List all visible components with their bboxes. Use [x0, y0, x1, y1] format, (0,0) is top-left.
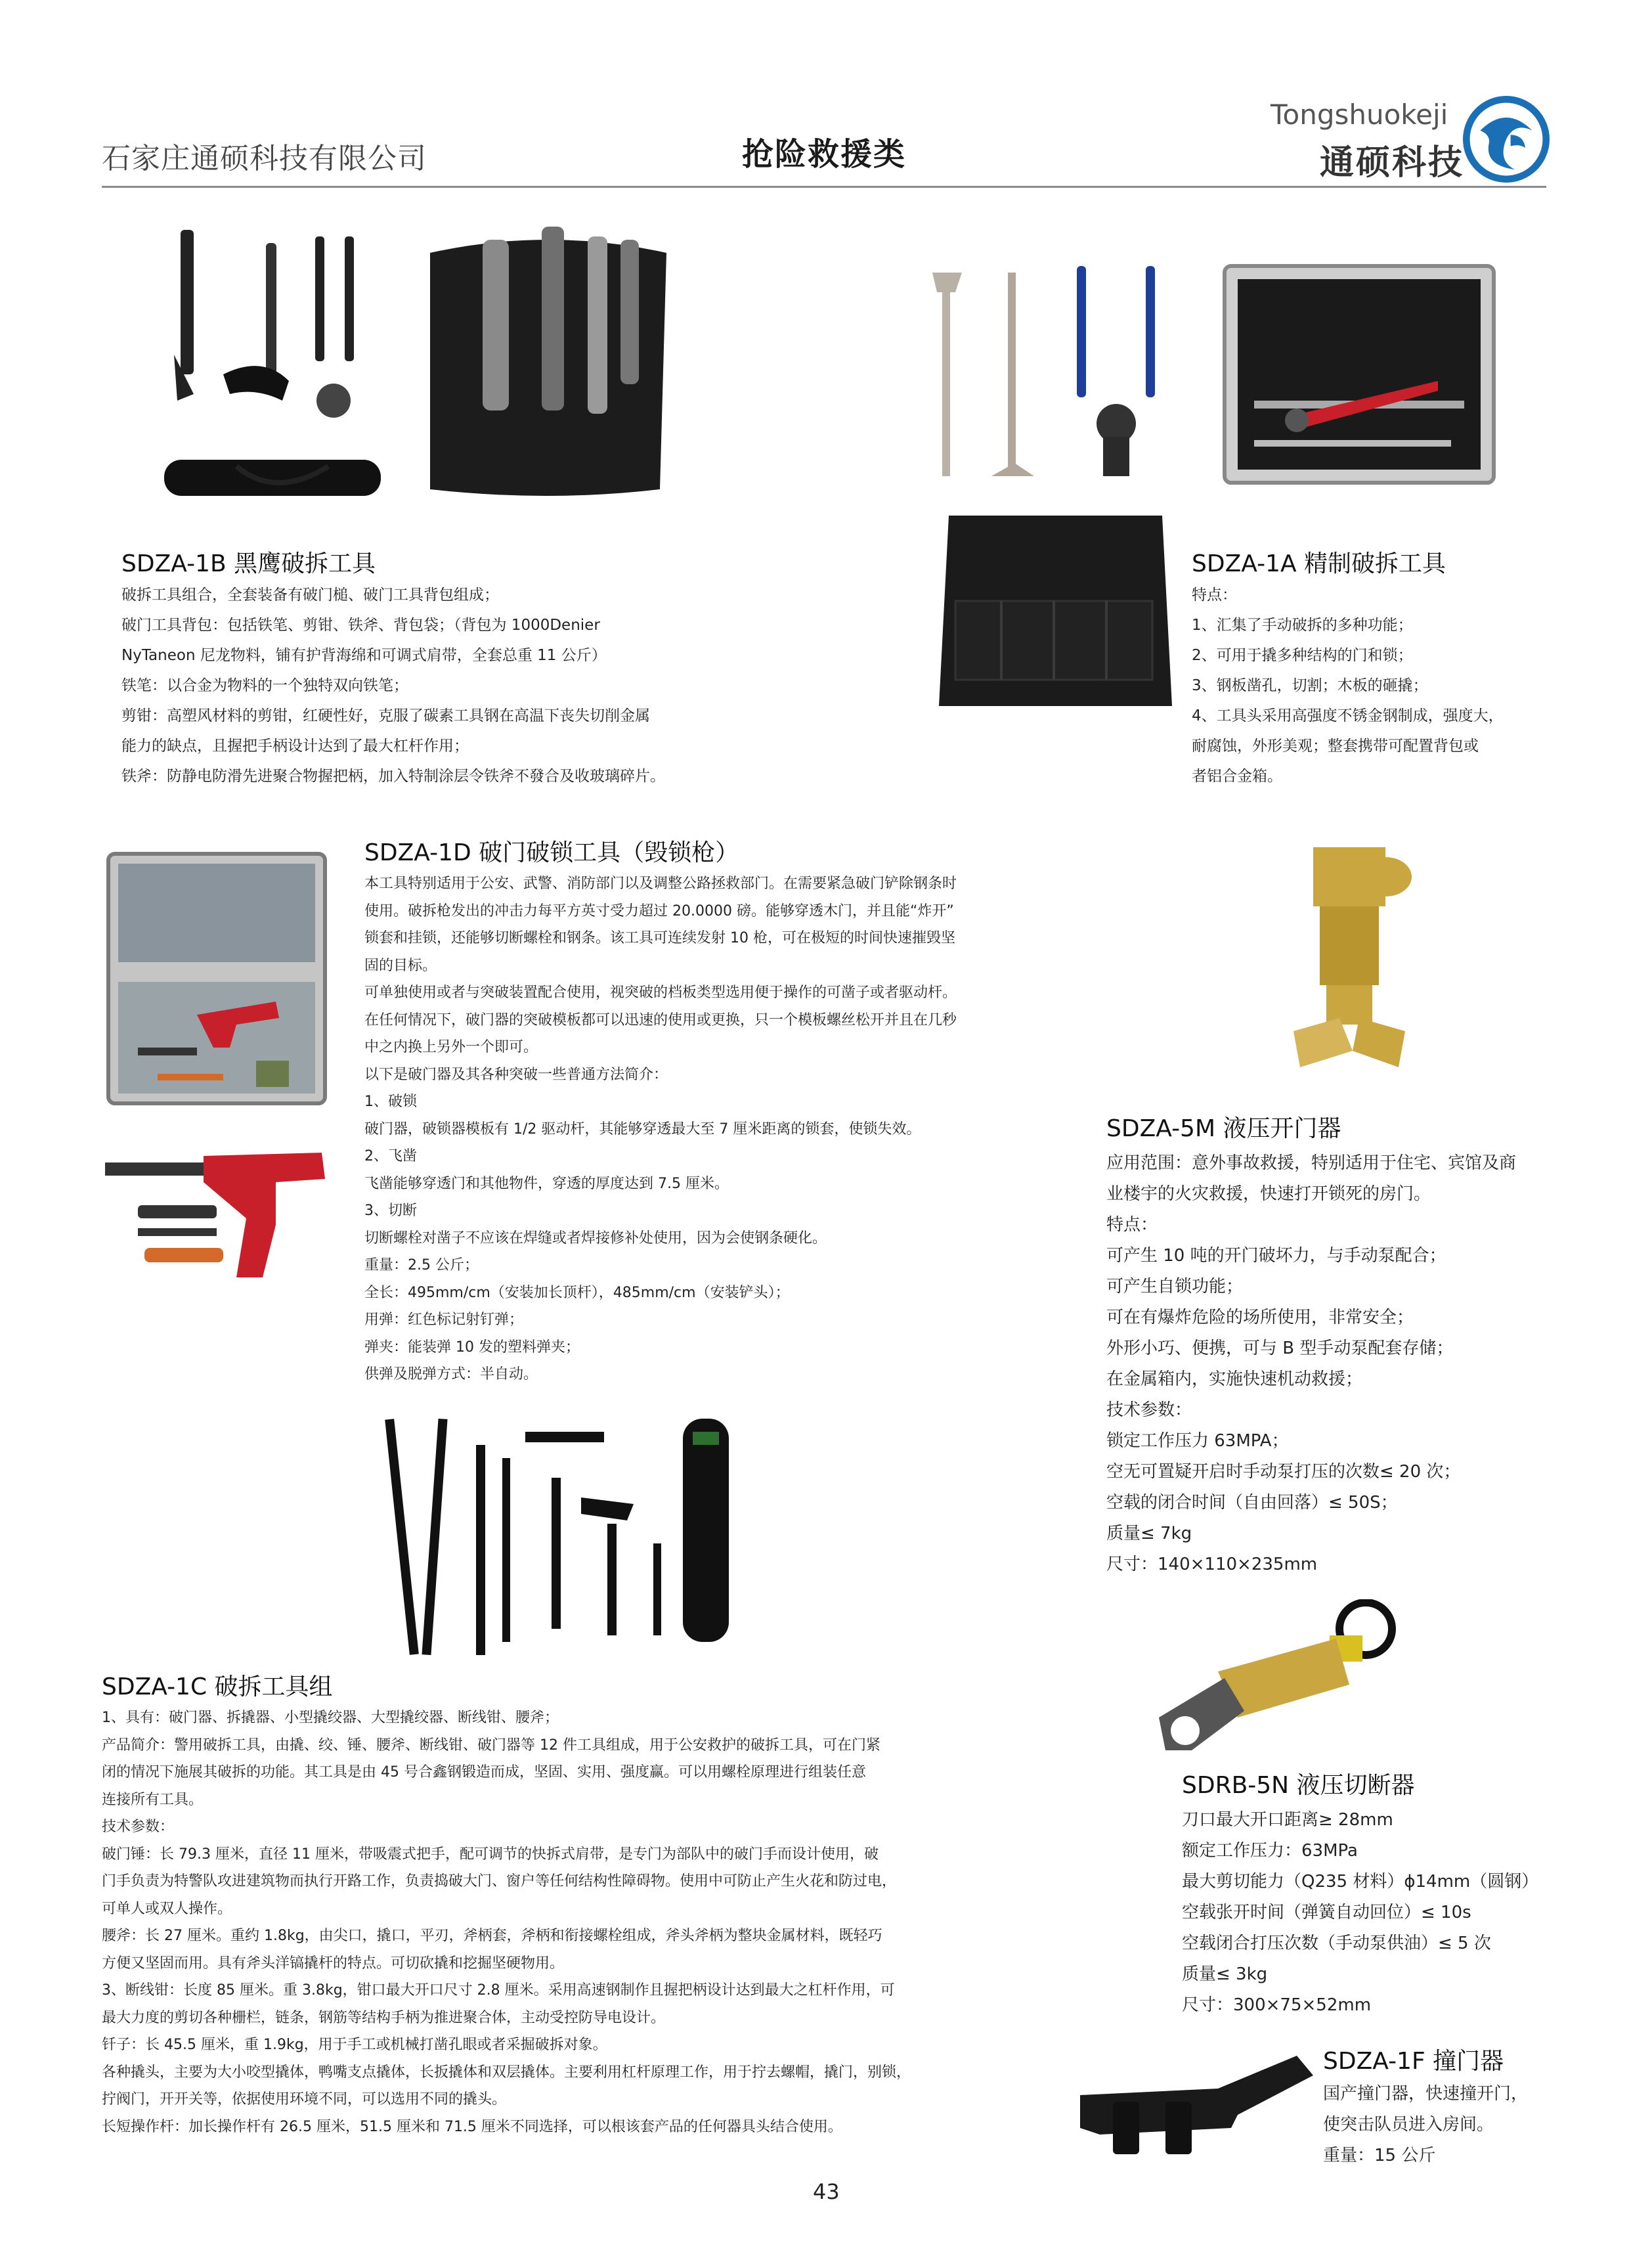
text-line: 各种撬头，主要为大小咬型撬体，鸭嘴支点撬体，长扳撬体和双层撬体。主要利用杠杆原理工作，用于拧去螺帽，撬门，别锁，: [102, 2064, 911, 2081]
text-line: 技术参数：: [102, 1819, 175, 1835]
text-line: 中之内换上另外一个即可。: [364, 1039, 538, 1055]
section-body-sdza-1f: [1323, 2079, 1528, 2171]
section-title-sdrb-5n: SDRB-5N 液压切断器: [1182, 1772, 1415, 1799]
photo-sdza-1a-case: [1221, 263, 1497, 486]
text-line: 剪钳：高塑风材料的剪钳，红硬性好，克服了碳素工具钢在高温下丧失切削金属: [121, 707, 650, 724]
text-line: 门手负责为特警队攻进建筑物而执行开路工作，负责捣破大门、窗户等任何结构性障碍物。使用中可防止产生火花和防过电，: [102, 1873, 897, 1890]
section-title-sdza-1c: SDZA-1C 破拆工具组: [102, 1673, 333, 1700]
text-line: 固的目标。: [364, 957, 437, 974]
photo-sdza-1a-bag: [929, 502, 1182, 719]
text-line: 2、可用于撬多种结构的门和锁；: [1192, 647, 1413, 664]
text-line: 飞凿能够穿透门和其他物件，穿透的厚度达到 7.5 厘米。: [364, 1175, 729, 1192]
text-line: 技术参数：: [1106, 1400, 1192, 1420]
section-body-sdza-1d: [364, 870, 957, 1388]
company-logo-icon: [1463, 96, 1550, 183]
photo-sdza-1d-case: [105, 851, 328, 1107]
text-line: 使用。破拆枪发出的冲击力每平方英寸受力超过 20.0000 磅。能够穿透木门，并且能“炸开”: [364, 902, 954, 919]
text-line: 破门锤：长 79.3 厘米，直径 11 厘米，带吸震式把手，配可调节的快拆式肩带，是专门为部队中的破门手而设计使用，破: [102, 1846, 879, 1863]
photo-sdza-5m-opener: [1287, 841, 1425, 1077]
text-line: 破拆工具组合，全套装备有破门槌、破门工具背包组成；: [121, 587, 499, 604]
text-line: 空载闭合打压次数（手动泵供油）≤ 5 次: [1182, 1934, 1491, 1953]
text-line: 重量：2.5 公斤；: [364, 1257, 479, 1273]
text-line: 可产生自锁功能；: [1106, 1277, 1244, 1296]
text-line: 破门工具背包：包括铁笔、剪钳、铁斧、背包袋；（背包为 1000Denier: [121, 617, 600, 634]
text-line: 1、汇集了手动破拆的多种功能；: [1192, 617, 1413, 634]
text-line: 3、钢板凿孔，切割；木板的砸撬；: [1192, 677, 1428, 694]
text-line: 尺寸：300×75×52mm: [1182, 1995, 1372, 2015]
page-number: 43: [813, 2179, 840, 2204]
section-title-sdza-1b: SDZA-1B 黑鹰破拆工具: [121, 550, 376, 577]
photo-sdza-1b-tools: [158, 223, 394, 512]
section-body-sdza-5m: [1106, 1148, 1516, 1580]
text-line: 质量≤ 3kg: [1182, 1964, 1268, 1984]
text-line: 连接所有工具。: [102, 1791, 204, 1808]
text-line: 用弹：红色标记射钉弹；: [364, 1312, 524, 1328]
text-line: 刀口最大开口距离≥ 28mm: [1182, 1810, 1393, 1830]
text-line: 锁定工作压力 63MPA；: [1106, 1431, 1289, 1451]
text-line: 空无可置疑开启时手动泵打压的次数≤ 20 次；: [1106, 1462, 1461, 1482]
text-line: 本工具特别适用于公安、武警、消防部门以及调整公路拯救部门。在需要紧急破门铲除钢条时: [364, 875, 957, 892]
logo-text-cn: 通硕科技: [1320, 143, 1465, 183]
text-line: 方便又坚固而用。具有斧头洋镐撬杆的特点。可切砍撬和挖掘坚硬物用。: [102, 1955, 565, 1972]
text-line: 可产生 10 吨的开门破坏力，与手动泵配合；: [1106, 1246, 1446, 1266]
text-line: 闭的情况下施展其破拆的功能。其工具是由 45 号合鑫钢锻造而成，坚固、实用、强度赢。可以用螺栓原理进行组装任意: [102, 1764, 866, 1781]
text-line: 特点：: [1106, 1215, 1158, 1235]
section-title-sdza-5m: SDZA-5M 液压开门器: [1106, 1115, 1341, 1142]
text-line: 应用范围：意外事故救援，特别适用于住宅、宾馆及商: [1106, 1153, 1517, 1173]
text-line: 铁笔：以合金为物料的一个独特双向铁笔；: [121, 677, 408, 694]
text-line: 以下是破门器及其各种突破一些普通方法简介：: [364, 1066, 668, 1083]
photo-sdza-1d-gun: [105, 1153, 328, 1281]
text-line: 在金属箱内，实施快速机动救援；: [1106, 1369, 1363, 1389]
text-line: 1、破锁: [364, 1094, 417, 1110]
text-line: 铁斧：防静电防滑先进聚合物握把柄，加入特制涂层令铁斧不發合及收玻璃碎片。: [121, 768, 665, 785]
text-line: 最大力度的剪切各种栅栏，链条，钢筋等结构手柄为推进聚合体，主动受控防导电设计。: [102, 2009, 666, 2026]
text-line: 全长：495mm/cm（安装加长顶杆），485mm/cm（安装铲头）；: [364, 1284, 790, 1301]
company-name: 石家庄通硕科技有限公司: [102, 142, 427, 175]
text-line: 国产撞门器，快速撞开门，: [1323, 2084, 1529, 2104]
section-body-sdza-1a: [1192, 580, 1504, 791]
logo-text-en: Tongshuokeji: [1271, 99, 1448, 131]
text-line: 切断螺栓对凿子不应该在焊缝或者焊接修补处使用，因为会使钢条硬化。: [364, 1229, 827, 1247]
photo-sdza-1a-tools: [929, 259, 1185, 486]
text-line: 使突击队员进入房间。: [1323, 2115, 1494, 2135]
page-category: 抢险救援类: [742, 136, 907, 173]
text-line: 产品简介：警用破拆工具，由撬、绞、锤、腰斧、断线钳、破门器等 12 件工具组成，用于公安救护的破拆工具，可在门紧: [102, 1737, 880, 1754]
text-line: 重量：15 公斤: [1323, 2146, 1436, 2165]
text-line: 耐腐蚀，外形美观；整套携带可配置背包或: [1192, 738, 1479, 755]
text-line: 1、具有：破门器、拆撬器、小型撬绞器、大型撬绞器、断线钳、腰斧；: [102, 1710, 559, 1726]
text-line: 质量≤ 7kg: [1106, 1524, 1192, 1543]
text-line: 可单人或双人操作。: [102, 1900, 232, 1917]
text-line: 特点：: [1192, 587, 1237, 604]
section-body-sdza-1c: [102, 1704, 911, 2140]
text-line: 2、飞凿: [364, 1148, 417, 1164]
text-line: 拧阀门，开开关等，依据使用环境不同，可以选用不同的撬头。: [102, 2091, 507, 2108]
photo-sdza-1c-toolset: [384, 1406, 745, 1668]
text-line: 额定工作压力：63MPa: [1182, 1841, 1358, 1861]
text-line: 最大剪切能力（Q235 材料）ɸ14mm（圆钢）: [1182, 1872, 1539, 1892]
text-line: 供弹及脱弹方式：半自动。: [364, 1366, 538, 1383]
section-title-sdza-1a: SDZA-1A 精制破拆工具: [1192, 550, 1446, 577]
text-line: NyTaneon 尼龙物料，铺有护背海绵和可调式肩带，全套总重 11 公斤）: [121, 647, 607, 664]
header-divider: [102, 186, 1546, 188]
text-line: 空载的闭合时间（自由回落）≤ 50S；: [1106, 1493, 1398, 1513]
text-line: 在任何情况下，破门器的突破模板都可以迅速的使用或更换，只一个模板螺丝松开并且在几秒: [364, 1011, 957, 1029]
text-line: 弹夹：能装弹 10 发的塑料弹夹；: [364, 1339, 580, 1356]
section-body-sdza-1b: [121, 580, 665, 791]
text-line: 锁套和挂锁，还能够切断螺栓和钢条。该工具可连续发射 10 枪，可在极短的时间快速摧毁坚: [364, 930, 955, 946]
section-title-sdza-1d: SDZA-1D 破门破锁工具（毁锁枪）: [364, 839, 739, 866]
text-line: 3、切断: [364, 1203, 417, 1219]
photo-sdza-1b-backpack: [410, 213, 686, 502]
text-line: 破门器，破锁器模板有 1/2 驱动杆，其能够穿透最大至 7 厘米距离的锁套，使锁失效。: [364, 1120, 921, 1138]
text-line: 空载张开时间（弹簧自动回位）≤ 10s: [1182, 1903, 1471, 1922]
text-line: 腰斧：长 27 厘米。重约 1.8kg，由尖口，撬口，平刃，斧柄套，斧柄和衔接螺栓组成，斧头斧柄为整块金属材料，既轻巧: [102, 1928, 882, 1944]
photo-sdza-1f-ram: [1074, 2056, 1316, 2174]
text-line: 可单独使用或者与突破装置配合使用，视突破的档板类型选用便于操作的可凿子或者驱动杆。: [364, 985, 957, 1001]
text-line: 3、断线钳：长度 85 厘米。重 3.8kg，钳口最大开口尺寸 2.8 厘米。采用高速钢制作且握把柄设计达到最大之杠杆作用，可: [102, 1982, 895, 1999]
photo-sdrb-5n-cutter: [1139, 1599, 1402, 1770]
text-line: 钎子：长 45.5 厘米，重 1.9kg，用于手工或机械打凿孔眼或者采掘破拆对象。: [102, 2037, 607, 2053]
text-line: 尺寸：140×110×235mm: [1106, 1555, 1318, 1574]
text-line: 4、工具头采用高强度不锈金钢制成，强度大，: [1192, 707, 1504, 724]
text-line: 者铝合金箱。: [1192, 768, 1282, 785]
text-line: 可在有爆炸危险的场所使用，非常安全；: [1106, 1308, 1414, 1327]
text-line: 长短操作杆：加长操作杆有 26.5 厘米，51.5 厘米和 71.5 厘米不同选择，可以根该套产品的任何器具头结合使用。: [102, 2118, 842, 2135]
section-title-sdza-1f: SDZA-1F 撞门器: [1323, 2048, 1504, 2075]
text-line: 业楼宇的火灾救援，快速打开锁死的房门。: [1106, 1184, 1431, 1204]
text-line: 外形小巧、便携，可与 B 型手动泵配套存储；: [1106, 1339, 1454, 1358]
section-body-sdrb-5n: [1182, 1805, 1538, 2021]
text-line: 能力的缺点，且握把手柄设计达到了最大杠杆作用；: [121, 738, 469, 755]
